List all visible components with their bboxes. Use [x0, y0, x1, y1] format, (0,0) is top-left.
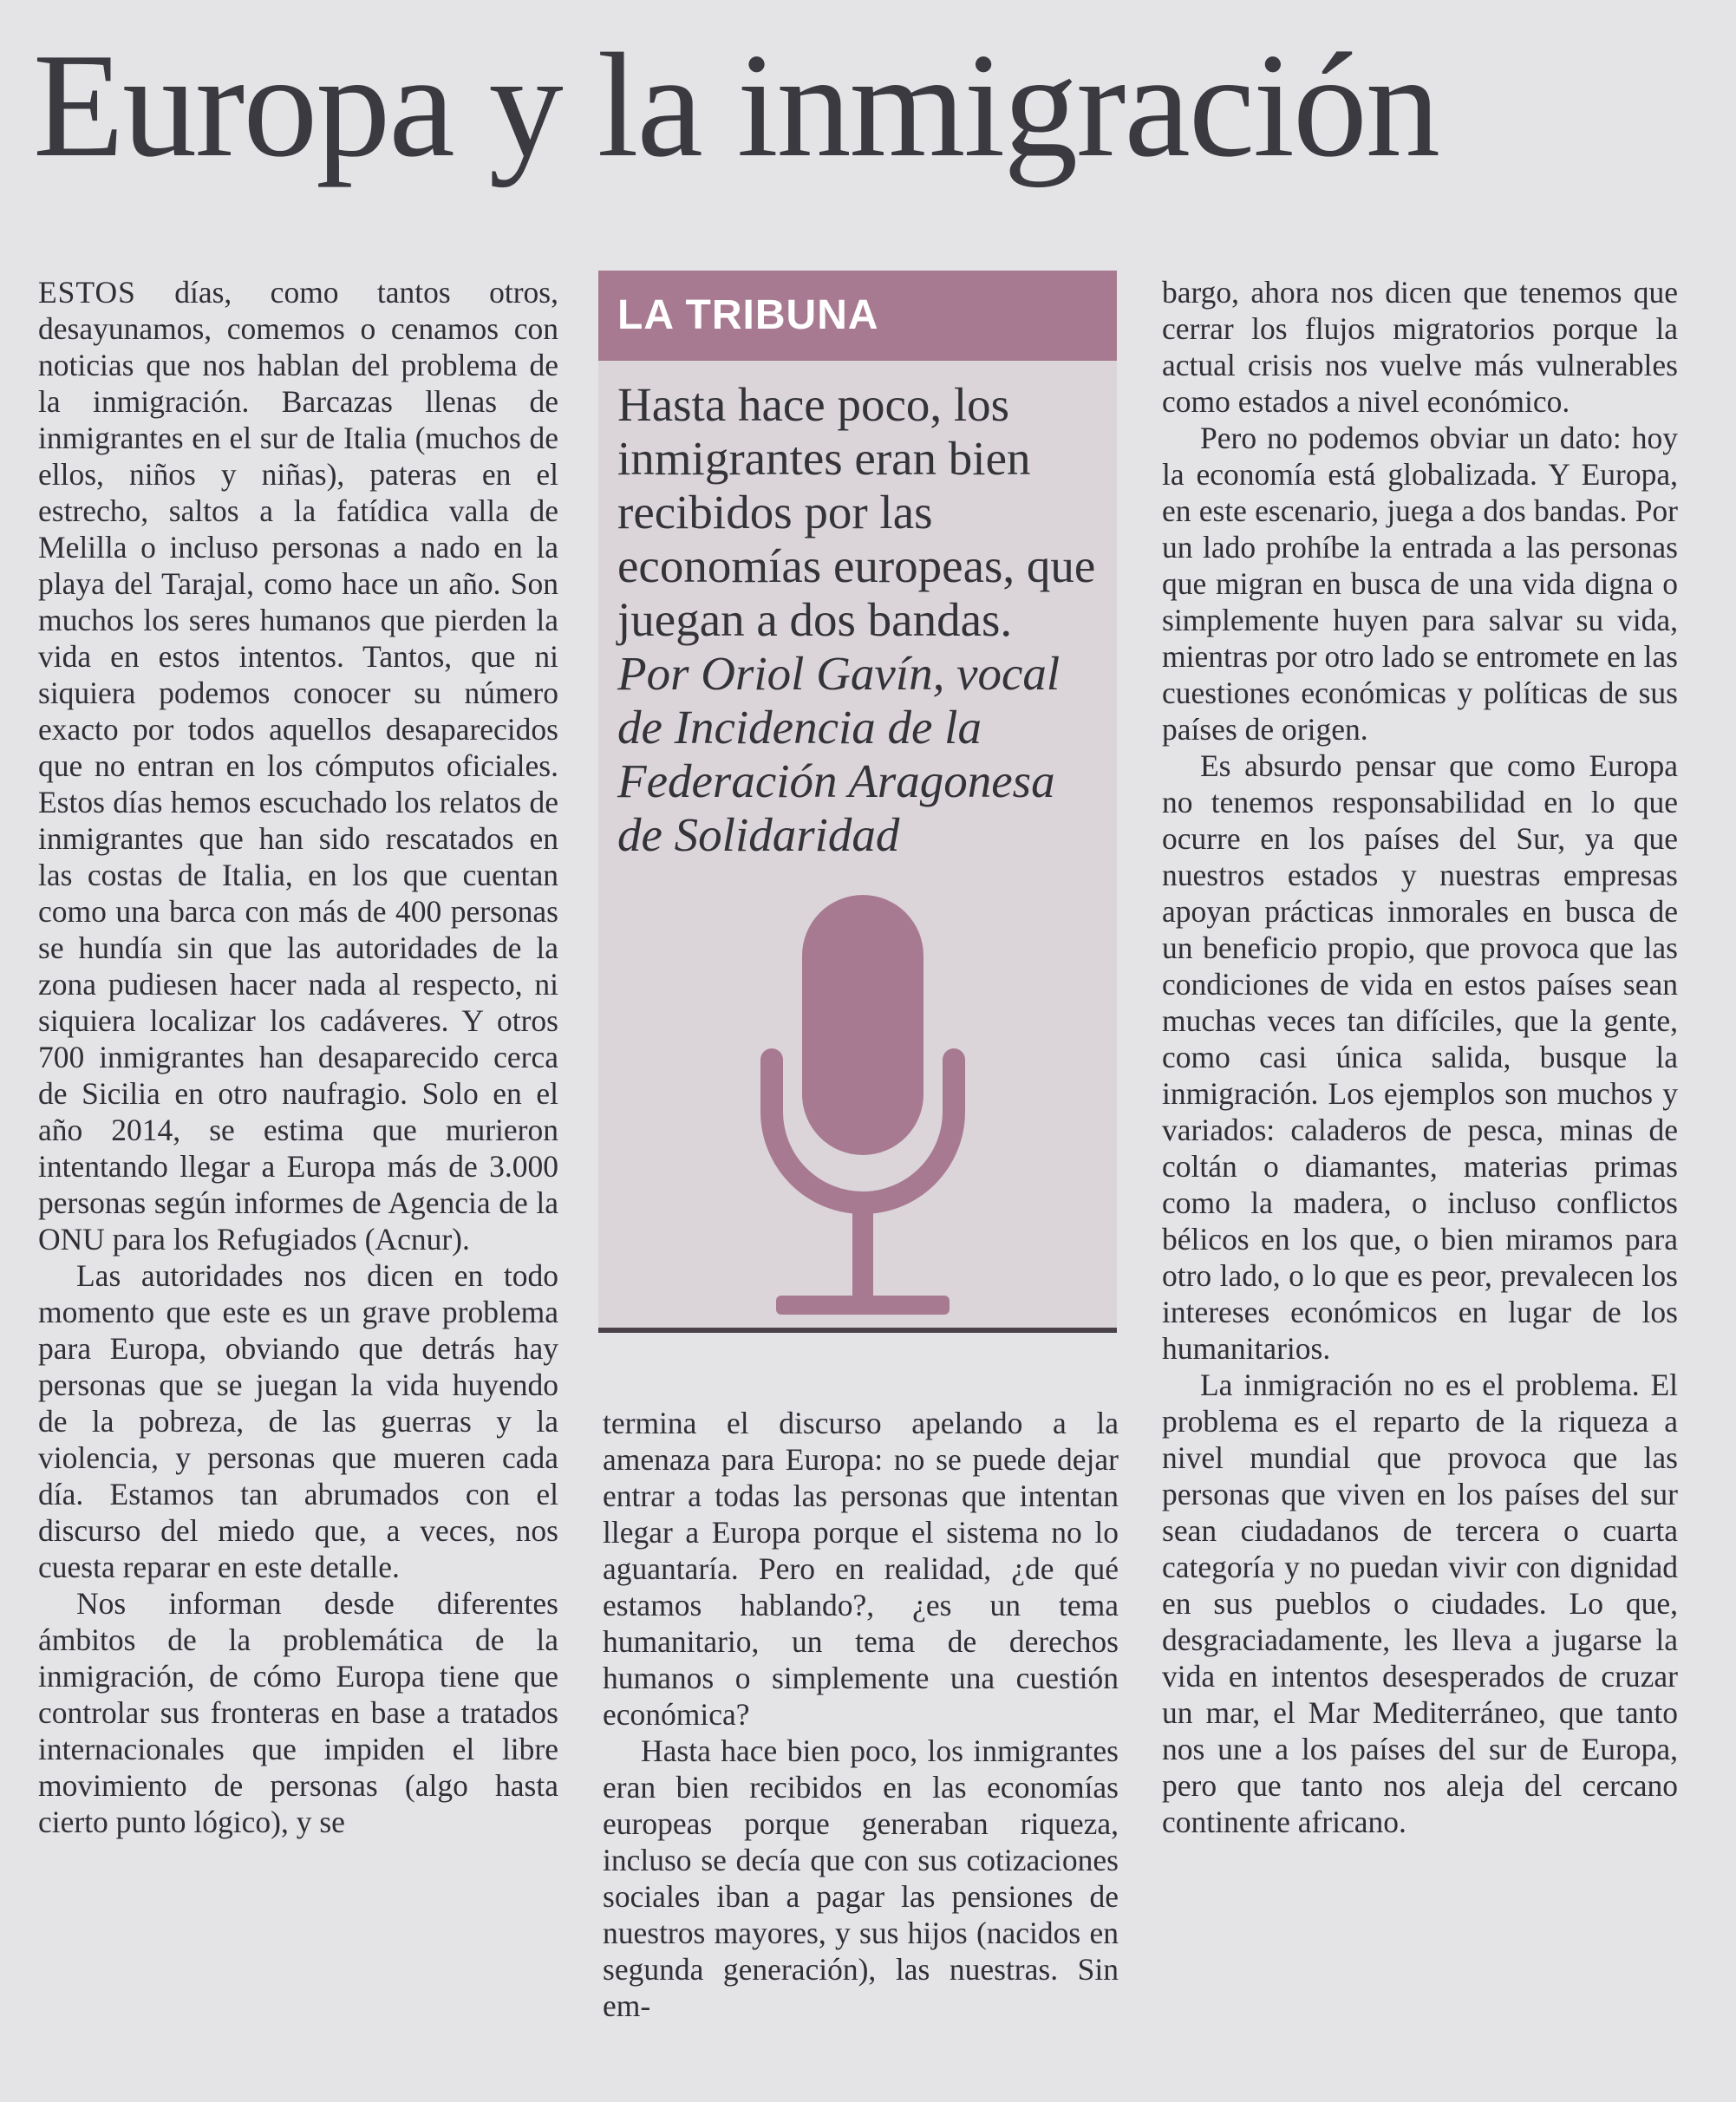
sidebar-box	[598, 271, 1117, 1333]
pull-quote-text: Hasta hace poco, los inmigrantes eran bien recibidos por las economías europeas, que juegan a dos bandas.	[617, 378, 1096, 646]
paragraph: La inmigración no es el problema. El problema es el reparto de la riqueza a nivel mundial que provoca que las personas que viven en los países del sur sean ciudadanos de tercera o cuarta categoría y no puedan vivir con dignidad en sus pueblos o ciudades. Lo que, desgraciadamente, les lleva a jugarse la vida en intentos desesperados de cruzar un mar, el Mar Mediterráneo, que tanto nos une a los países del sur de Europa, pero que tanto nos aleja del cercano continente africano.	[1162, 1368, 1678, 1839]
box-border	[598, 1328, 1117, 1333]
lead-word: ESTOS	[38, 275, 136, 310]
paragraph	[38, 274, 558, 1257]
paragraph: Las autoridades nos dicen en todo momento que este es un grave problema para Europa, obviando que detrás hay personas que se juegan la vida huyendo de la pobreza, de las guerras y la violencia, y personas que mueren cada día. Estamos tan abrumados con el discurso del miedo que, a veces, nos cuesta reparar en este detalle.	[38, 1258, 558, 1584]
section-bar	[598, 271, 1117, 361]
article-column-3	[1162, 274, 1678, 1840]
section-label: LA TRIBUNA	[617, 292, 879, 338]
paragraph: Hasta hace bien poco, los inmigrantes eran bien recibidos en las economías europeas porque generaban riqueza, incluso se decía que con sus cotizaciones sociales iban a pagar las pensiones de nuestros mayores, y sus hijos (nacidos en segunda generación), las nuestras. Sin em-	[603, 1733, 1119, 2023]
pull-quote	[617, 378, 1112, 862]
paragraph: Pero no podemos obviar un dato: hoy la economía está globalizada. Y Europa, en este escenario, juega a dos bandas. Por un lado prohíbe la entrada a las personas que migran en busca de una vida digna o simplemente huyen para salvar su vida, mientras por otro lado se entromete en las cuestiones económicas y políticas de sus países de origen.	[1162, 421, 1678, 747]
paragraph-text: días, como tantos otros, desayunamos, comemos o cenamos con noticias que nos hablan del problema de la inmigración. Barcazas llenas de inmigrantes en el sur de Italia (muchos de ellos, niños y niñas), pateras en el estrecho, saltos a la fatídica valla de Melilla o incluso personas a nado en la playa del Tarajal, como hace un año. Son muchos los seres humanos que pierden la vida en estos intentos. Tantos, que ni siquiera podemos conocer su número exacto por todos aquellos desaparecidos que no entran en los cómputos oficiales. Estos días hemos escuchado los relatos de inmigrantes que han sido rescatados en las costas de Italia, en los que cuentan como una barca con más de 400 personas se hundía sin que las autoridades de la zona pudiesen hacer nada al respecto, ni siquiera localizar los cadáveres. Y otros 700 inmigrantes han desaparecido cerca de Sicilia en otro naufragio. Solo en el año 2014, se estima que murieron intentando llegar a Europa más de 3.000 personas según informes de Agencia de la ONU para los Refugiados (Acnur).	[38, 275, 558, 1257]
paragraph: termina el discurso apelando a la amenaza para Europa: no se puede dejar entrar a todas las personas que intentan llegar a Europa porque el sistema no lo aguantaría. Pero en realidad, ¿de qué estamos hablando?, ¿es un tema humanitario, un tema de derechos humanos o simplemente una cuestión económica?	[603, 1406, 1119, 1732]
paragraph: Nos informan desde diferentes ámbitos de la problemática de la inmigración, de cómo Europa tiene que controlar sus fronteras en base a tratados internacionales que impiden el libre movimiento de personas (algo hasta cierto punto lógico), y se	[38, 1586, 558, 1839]
byline: Por Oriol Gavín, vocal de Incidencia de la Federación Aragonesa de Solidaridad	[617, 647, 1061, 861]
headline: Europa y la inmigración	[33, 23, 1439, 188]
paragraph: Es absurdo pensar que como Europa no tenemos responsabilidad en lo que ocurre en los países del Sur, ya que nuestros estados y nuestras empresas apoyan prácticas inmorales en busca de un beneficio propio, que provoca que las condiciones de vida en estos países sean muchas veces tan difíciles, que la gente, como casi única salida, busque la inmigración. Los ejemplos son muchos y variados: caladeros de pesca, minas de coltán o diamantes, materias primas como la madera, o incluso conflictos bélicos en los que, o bien miramos para otro lado, o lo que es peor, prevalecen los intereses económicos en lugar de los humanitarios.	[1162, 748, 1678, 1366]
article-column-2	[603, 1405, 1119, 2024]
microphone-icon	[754, 895, 971, 1328]
article-column-1	[38, 274, 558, 1840]
paragraph: bargo, ahora nos dicen que tenemos que cerrar los flujos migratorios porque la actual crisis nos vuelve más vulnerables como estados a nivel económico.	[1162, 275, 1678, 419]
